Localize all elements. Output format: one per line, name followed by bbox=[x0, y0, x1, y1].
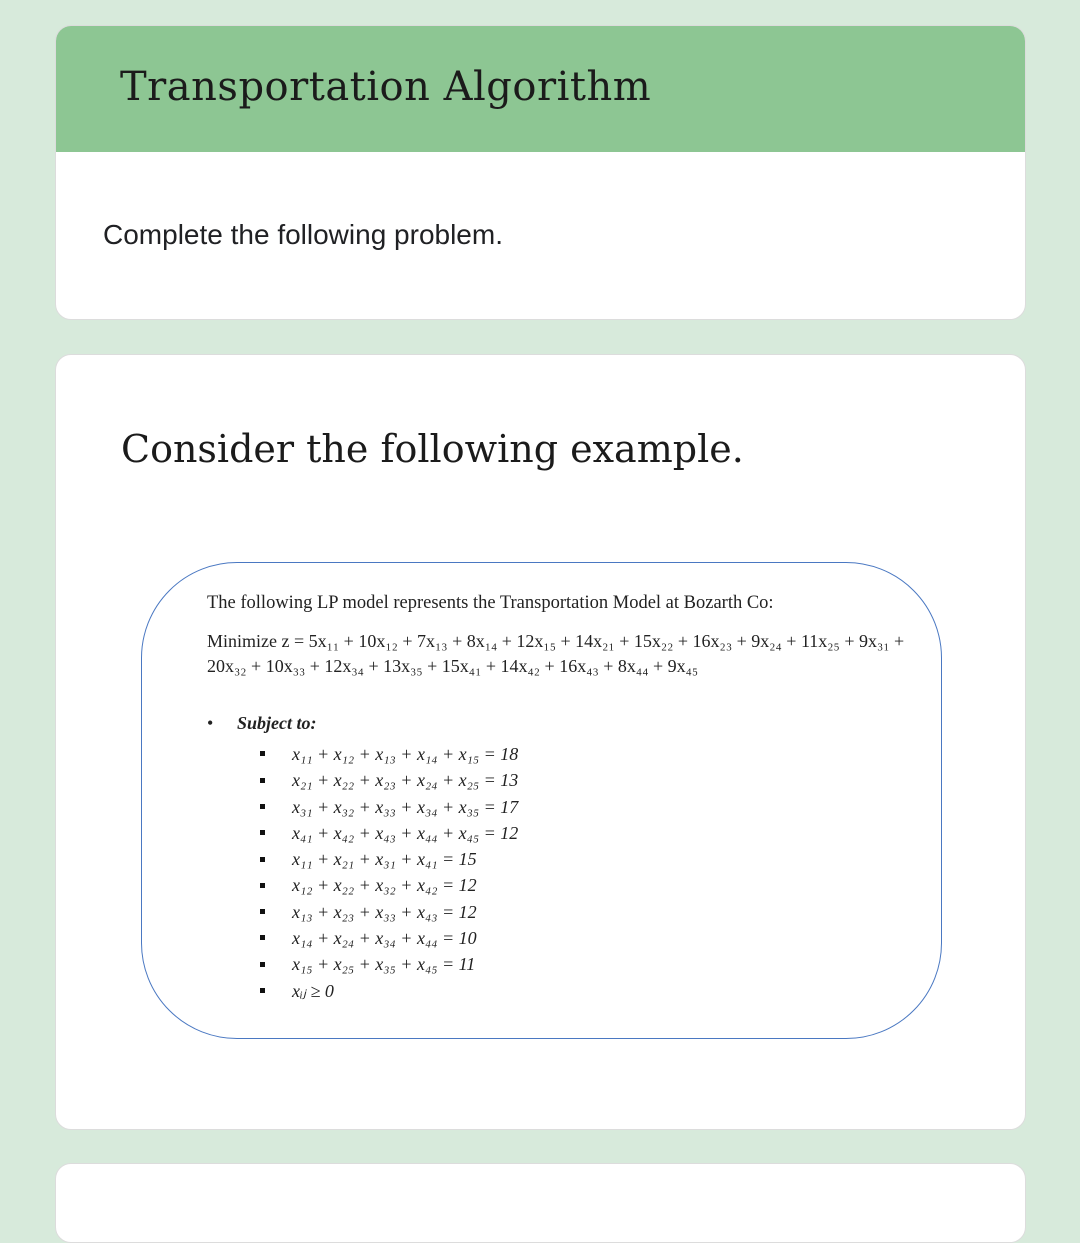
square-bullet-icon bbox=[260, 804, 265, 809]
square-bullet-icon bbox=[260, 751, 265, 756]
constraint-item: x₁₅ + x₂₅ + x₃₅ + x₄₅ = 11 bbox=[260, 951, 518, 977]
constraint-item: x₁₁ + x₁₂ + x₁₃ + x₁₄ + x₁₅ = 18 bbox=[260, 741, 518, 767]
constraint-list bbox=[260, 741, 518, 1004]
constraint-item: x₂₁ + x₂₂ + x₂₃ + x₂₄ + x₂₅ = 13 bbox=[260, 767, 518, 793]
constraint-item: x₁₄ + x₂₄ + x₃₄ + x₄₄ = 10 bbox=[260, 925, 518, 951]
constraint-item: xᵢⱼ ≥ 0 bbox=[260, 978, 518, 1004]
objective-function: Minimize z = 5x₁₁ + 10x₁₂ + 7x₁₃ + 8x₁₄ + 12x₁₅ + 14x₂₁ + 15x₂₂ + 16x₂₃ + 9x₂₄ + 11x₂₅ + 9x₃₁ + 20x₃₂ + 10x₃₃ + 12x₃₄ + 13x₃₅ + 15x₄₁ + 14x₄₂ + 16x₄₃ + 8x₄₄ + 9x₄₅ bbox=[207, 631, 905, 676]
constraint-item: x₃₁ + x₃₂ + x₃₃ + x₃₄ + x₃₅ = 17 bbox=[260, 794, 518, 820]
square-bullet-icon bbox=[260, 883, 265, 888]
bullet-icon: • bbox=[207, 713, 214, 733]
figure-intro: The following LP model represents the Transportation Model at Bozarth Co: bbox=[207, 593, 774, 613]
constraint-item: x₄₁ + x₄₂ + x₄₃ + x₄₄ + x₄₅ = 12 bbox=[260, 820, 518, 846]
header-band bbox=[56, 26, 1025, 152]
next-question-card bbox=[55, 1163, 1026, 1243]
square-bullet-icon bbox=[260, 857, 265, 862]
form-description: Complete the following problem. bbox=[103, 219, 503, 250]
square-bullet-icon bbox=[260, 778, 265, 783]
form-header-card bbox=[55, 25, 1026, 320]
question-title: Consider the following example. bbox=[121, 427, 744, 471]
square-bullet-icon bbox=[260, 962, 265, 967]
square-bullet-icon bbox=[260, 830, 265, 835]
question-card bbox=[55, 354, 1026, 1130]
constraint-item: x₁₃ + x₂₃ + x₃₃ + x₄₃ = 12 bbox=[260, 899, 518, 925]
constraint-item: x₁₂ + x₂₂ + x₃₂ + x₄₂ = 12 bbox=[260, 872, 518, 898]
square-bullet-icon bbox=[260, 988, 265, 993]
square-bullet-icon bbox=[260, 909, 265, 914]
lp-model-image bbox=[141, 562, 942, 1039]
form-title: Transportation Algorithm bbox=[120, 64, 652, 110]
constraint-item: x₁₁ + x₂₁ + x₃₁ + x₄₁ = 15 bbox=[260, 846, 518, 872]
subject-to-label: • Subject to: bbox=[207, 713, 317, 733]
square-bullet-icon bbox=[260, 935, 265, 940]
